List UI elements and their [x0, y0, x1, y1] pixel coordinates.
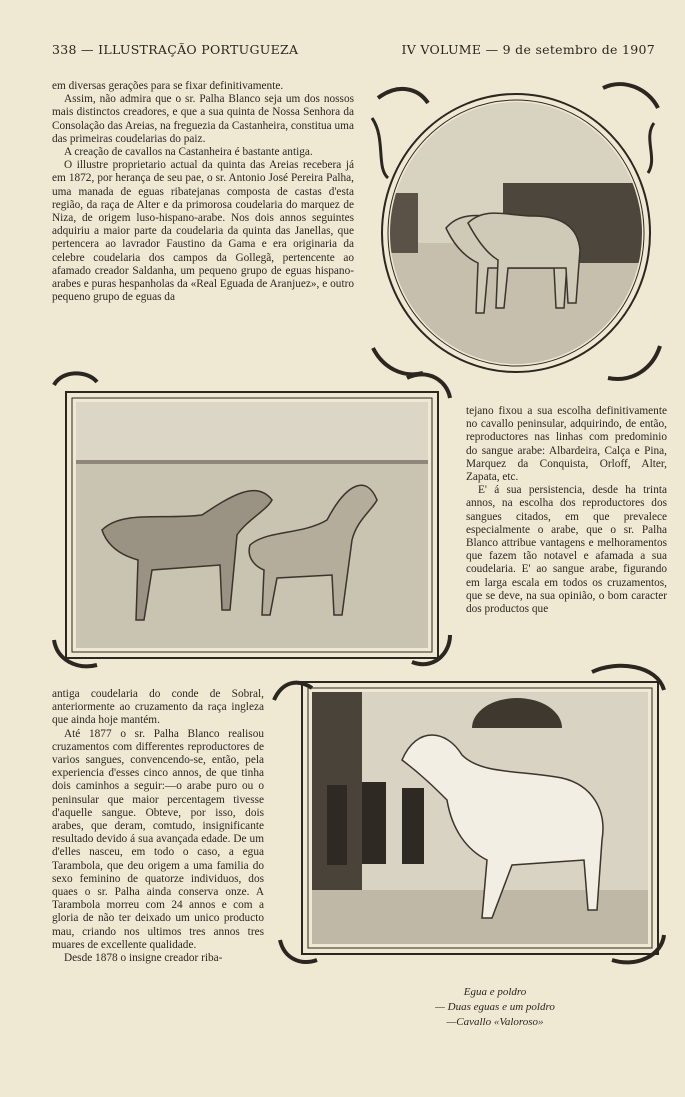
caption-top-photo: Egua e poldro: [463, 986, 527, 998]
paragraph: O illustre proprietario actual da quinta das Areias recebera já em 1872, por herança de seu pae, o sr. Antonio José Pereira Palha, uma manada de eguas ribatejanas composta de castas d'esta região, da raça de Alter e da primorosa coudelaria do marquez de Niza, de origem luso-hispano-arabe. Nos dois annos seguintes adquiriu a maior parte da coudelaria da quinta das Janellas, que pertencera ao lavrador Faustino da Gama e era originaria da celebre coudelaria dos campos da Gollegã, pertencente ao afamado creador Saldanha, um pequeno grupo de eguas hispano-arabes e puras hespanholas da «Real Eguada de Aranjuez», e outro pequeno grupo de eguas da: [52, 159, 354, 304]
paragraph: A creação de cavallos na Castanheira é bastante antiga.: [64, 146, 313, 159]
paragraph: em diversas gerações para se fixar definitivamente.: [52, 80, 284, 92]
header-left: 338 — ILLUSTRAÇÃO PORTUGUEZA: [52, 42, 299, 57]
bottom-right-photo-frame: [272, 660, 666, 970]
middle-left-photo-frame: [52, 370, 452, 670]
paragraph: E' á sua persistencia, desde ha trinta annos, na escolha dos reproductores dos sangues citados, em que prevalece especialmente o arabe, que o sr. Palha Blanco attribue vantagens e melhoramentos que fazem tão notavel e afamada a sua coudelaria. E' ao sangue arabe, figurando em larga escala em todos os cruzamentos, que se deve, na sua opinião, o bom caracter dos productos que: [466, 484, 667, 616]
header-right: IV VOLUME — 9 de setembro de 1907: [401, 42, 655, 57]
paragraph: tejano fixou a sua escolha definitivamente no cavallo peninsular, adquirindo, de então, reproductores nas linhas com predominio do sangue arabe: Albardeira, Calça e Pina, Marquez da Conquista, Orloff, Alter, Zapata, etc.: [466, 405, 667, 484]
text-column-right-middle: [466, 405, 667, 616]
ornament-frame-svg: [368, 78, 663, 386]
text-column-bottom-left: [52, 688, 264, 965]
caption-middle-photo: — Duas eguas e um poldro: [435, 1001, 555, 1013]
ornament-frame-svg: [52, 370, 452, 670]
caption-block: [370, 985, 620, 1030]
paragraph: Assim, não admira que o sr. Palha Blanco seja um dos nossos mais distinctos creadores, e que a sua quinta de Nossa Senhora da Consolação das Areias, na freguezia da Castanheira, constitua uma das primeiras coudelarias do paiz.: [52, 93, 354, 145]
ornament-frame-svg: [272, 660, 666, 970]
paragraph: Desde 1878 o insigne creador riba-: [64, 952, 223, 965]
paragraph: Até 1877 o sr. Palha Blanco realisou cruzamentos com differentes reproductores de varios sangues, convencendo-se, então, pela experiencia d'esses cinco annos, de que tinha dois caminhos a seguir:—o arabe puro ou o peninsular que maior percentagem tivesse d'aquelle sangue. Obteve, por isso, dois arabes, que deram, comtudo, insignificante resultado devido á sua avançada edade. De um d'elles nasceu, em todo o caso, a egua Tarambola, que deu origem a uma familia do sexo feminino de quatorze individuos, dos quaes o sr. Palha ainda conserva onze. A Tarambola morreu com 24 annos e com a gloria de não ter deixado um unico producto mau, criando nos ultimos tres annos tres muares de excellente qualidade.: [52, 727, 264, 951]
paragraph: antiga coudelaria do conde de Sobral, anteriormente ao cruzamento da raça ingleza que ainda hoje mantém.: [52, 688, 264, 727]
caption-bottom-photo: —Cavallo «Valoroso»: [446, 1016, 544, 1028]
text-column-top-left: [52, 80, 354, 304]
page-header: [52, 42, 655, 60]
top-right-photo-frame: [368, 78, 663, 386]
